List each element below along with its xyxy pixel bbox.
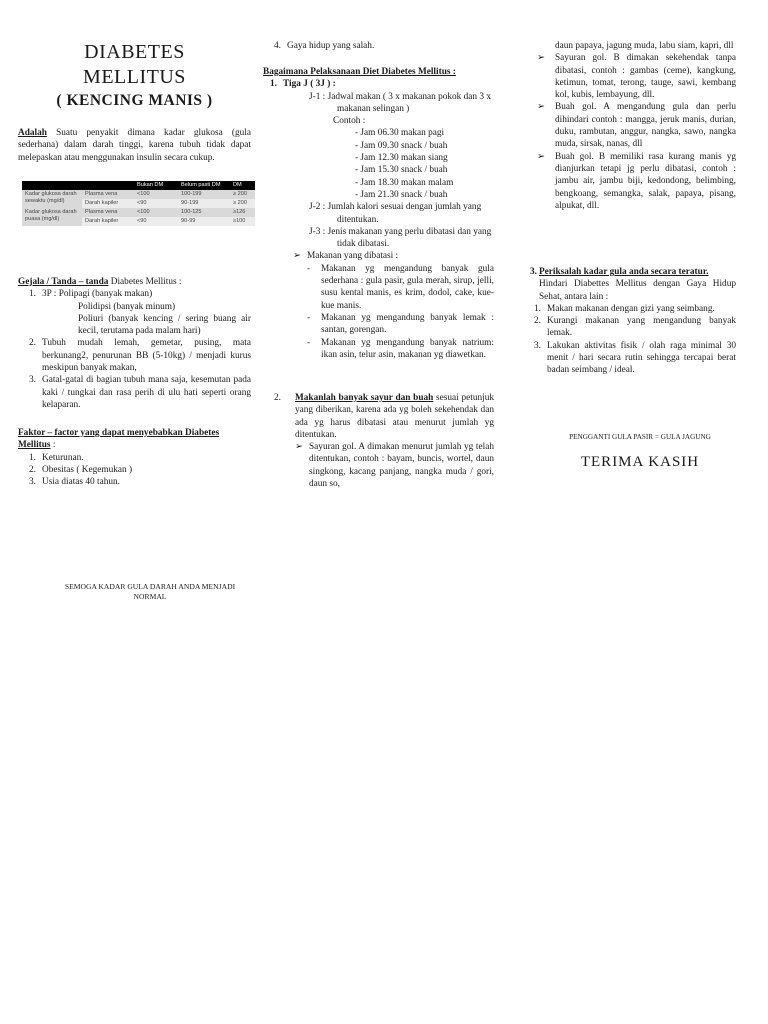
table-cell: Darah kapiler	[82, 217, 134, 226]
table-cell: Plasma vena	[82, 190, 134, 199]
j2-text: J-2 : Jumlah kalori sesuai dengan jumlah yang ditentukan.	[309, 202, 482, 225]
table-header-cell	[22, 181, 82, 190]
list-number: 1.	[29, 452, 36, 463]
list-item	[18, 464, 251, 476]
table-cell: ≥ 200	[230, 199, 255, 208]
restricted-food-label: Makanan yang dibatasi :	[307, 251, 399, 262]
arrow-bullet-icon: ➢	[293, 251, 301, 262]
step-2-rest: sesuai petunjuk yang diberikan, karena ada yg boleh sekehendak dan ada yg harus dibatasi atau menurut jumlah yg ditentukan.	[295, 393, 495, 440]
contoh-label: Contoh :	[333, 116, 366, 127]
table-cell: Kadar glukosa darah puasa (mg/dl)	[22, 208, 82, 226]
schedule-item: - Jam 06.30 makan pagi	[355, 128, 445, 139]
table-header-row	[22, 181, 255, 190]
list-text	[42, 288, 251, 337]
j1-item	[263, 91, 494, 251]
factors-term: Faktor – factor yang dapat menyebabkan Diabetes Mellitus	[18, 428, 220, 451]
table-cell: Darah kapiler	[82, 199, 134, 208]
thank-you: TERIMA KASIH	[580, 454, 700, 470]
list-text: Tubuh mudah lemah, gemetar, pusing, mata berkunang2, penurunan BB (5-10kg) / menjadi kurus meskipun banyak makan,	[42, 338, 251, 374]
definition-text: Suatu penyakit dimana kadar glukosa (gula sederhana) dalam darah tinggi, karena tubuh tidak dapat melepaskan atau menggunakan insulin secara cukup.	[18, 128, 251, 163]
fruit-b-text: Buah gol. B memiliki rasa kurang manis yg dianjurkan tetapi jg perlu dibatasi, contoh : jambu air, jambu biji, kedondong, belimbing, bengkoang, semangka, salak, papaya, pisang, alpukat, dll.	[555, 151, 736, 211]
symptoms-term: Gejala / Tanda – tanda	[18, 277, 109, 287]
list-text: Makan makanan dengan gizi yang seimbang.	[547, 303, 715, 314]
schedule-item: - Jam 09.30 snack / buah	[355, 140, 448, 151]
table-cell: Plasma vena	[82, 208, 134, 217]
vegetable-a-text: Sayuran gol. A dimakan menurut jumlah yg telah ditentukan, contoh : bayam, buncis, wortel, daun singkong, kacang panjang, nangka muda / gori, daun so,	[309, 442, 494, 490]
list-number: 3.	[29, 477, 36, 488]
list-item	[523, 315, 736, 340]
list-text: Usia diatas 40 tahun.	[42, 477, 120, 488]
step-3-title: Periksalah kadar gula anda secara teratur.	[539, 267, 709, 277]
schedule-item: - Jam 21.30 snack / buah	[355, 189, 448, 200]
list-number: 2.	[29, 464, 36, 475]
list-text: Makanan yg mengandung banyak lemak : santan, gorengan.	[321, 312, 494, 336]
dash-bullet: -	[307, 263, 311, 274]
table-cell: 100-199	[178, 190, 230, 199]
symptom-polidipsi: Polidipsi (banyak minum)	[78, 301, 176, 312]
list-text: Lakukan aktivitas fisik / olah raga minimal 30 menit / hari secara rutin sehingga tercapai berat badan seimbang / ideal.	[547, 340, 736, 376]
restricted-list	[263, 263, 494, 361]
list-text: Makanan yg mengandung banyak natrium: ikan asin, telur asin, makanan yg diawetkan.	[321, 337, 494, 360]
diet-step-1	[263, 78, 494, 90]
list-number: 3.	[530, 267, 537, 277]
list-text: Keturunan.	[42, 452, 84, 463]
list-text	[295, 392, 494, 441]
closing-message: SEMOGA KADAR GULA DARAH ANDA MENJADI NORMAL	[64, 582, 236, 601]
diet-step-3	[523, 266, 736, 377]
list-number: 1.	[29, 289, 36, 300]
title-line-1: DIABETES	[84, 41, 185, 63]
definition	[18, 127, 251, 164]
factors-section	[18, 427, 251, 488]
diet-column	[263, 40, 494, 52]
list-text: Kurangi makanan yang mengandung banyak lemak.	[547, 316, 736, 339]
arrow-bullet-icon: ➢	[537, 102, 545, 113]
list-number: 2.	[29, 338, 36, 349]
list-text: Obesitas ( Kegemukan )	[42, 464, 133, 475]
symptom-poliuri: Poliuri (banyak kencing / sering buang air kecil, terutama pada malam hari)	[78, 313, 251, 337]
table-cell: <90	[134, 199, 178, 208]
list-text: Makanan yg mengandung banyak gula sederhana : gula pasir, gula merah, sirup, jelli, susu kental manis, es krim, dodol, cake, kue-kue manis.	[321, 263, 494, 311]
title-line-2: MELLITUS	[83, 66, 186, 88]
vegetable-a-continued: daun papaya, jagung muda, labu siam, kapri, dll	[555, 41, 734, 51]
list-item	[18, 452, 251, 464]
vegetable-b	[523, 52, 736, 101]
glucose-table	[22, 181, 255, 226]
table-header-cell: Belum pasti DM	[178, 181, 230, 190]
definition-term: Adalah	[18, 128, 47, 138]
table-cell: Kadar glukosa darah sewaktu (mg/dl)	[22, 190, 82, 208]
table-row	[22, 190, 255, 199]
list-item	[307, 312, 494, 337]
table-header-cell: DM	[230, 181, 255, 190]
restricted-food	[263, 250, 494, 262]
diet-step-2	[263, 392, 494, 490]
fruit-a-text: Buah gol. A mengandung gula dan perlu dihindari contoh : mangga, jeruk manis, durian, duku, rambutan, anggur, nangka, sawo, nangka muda, sirsak, nanas, dll	[555, 102, 736, 150]
list-item	[18, 374, 251, 411]
dash-bullet: -	[307, 312, 311, 323]
list-number: 3.	[534, 340, 541, 351]
fruit-b	[523, 151, 736, 212]
list-number: 3.	[29, 375, 36, 386]
schedule-item: - Jam 15.30 snack / buah	[355, 165, 448, 176]
schedule-item: - Jam 18.30 makan malam	[355, 177, 454, 188]
table-header-cell: Bukan DM	[134, 181, 178, 190]
symptom-3p: 3P : Polipagi (banyak makan)	[42, 289, 153, 300]
list-item	[523, 340, 736, 377]
list-item	[18, 476, 251, 488]
vegetable-a	[263, 441, 494, 490]
table-cell: <100	[134, 208, 178, 217]
list-number: 2.	[534, 316, 541, 327]
table-cell: <100	[134, 190, 178, 199]
list-text: Gaya hidup yang salah.	[287, 41, 375, 51]
list-item	[263, 392, 494, 441]
diet-section	[263, 66, 494, 361]
schedule-item: - Jam 12.30 makan siang	[355, 153, 448, 164]
list-item	[523, 266, 736, 278]
factors-heading-rest: :	[50, 440, 56, 451]
j1-text: J-1 : Jadwal makan ( 3 x makanan pokok dan 3 x makanan selingan )	[309, 91, 492, 114]
list-number: 1.	[270, 79, 277, 90]
table-cell: 100-125	[178, 208, 230, 217]
table-cell: <90	[134, 217, 178, 226]
list-item	[18, 288, 251, 337]
table-row	[22, 208, 255, 217]
diet-step-1-title: Tiga J ( 3J ) :	[283, 79, 336, 90]
arrow-bullet-icon: ➢	[295, 442, 303, 453]
sugar-substitute-note: PENGGANTI GULA PASIR = GULA JAGUNG	[569, 433, 711, 441]
food-groups	[523, 40, 736, 212]
list-number: 4.	[274, 41, 281, 51]
list-item	[307, 263, 494, 312]
list-number: 2.	[274, 393, 281, 403]
vegetable-b-text: Sayuran gol. B dimakan sekehendak tanpa dibatasi, contoh : gambas (ceme), kangkung, ketimun, tomat, terong, tauge, sawi, kembang kol, kubis, lembayung, dll.	[555, 53, 736, 101]
list-text: Gatal-gatal di bagian tubuh mana saja, kesemutan pada kaki / tungkai dan rasa perih di ulu hati seperti orang kelaparan.	[42, 375, 251, 410]
symptoms-heading	[18, 276, 251, 288]
table-cell: ≥ 200	[230, 190, 255, 199]
table-header-cell	[82, 181, 134, 190]
step-2-term: Makanlah banyak sayur dan buah	[295, 393, 434, 403]
table-cell: ≥126	[230, 208, 255, 217]
list-item	[263, 40, 494, 52]
symptoms-heading-rest: Diabetes Mellitus :	[108, 277, 182, 287]
glucose-table-wrap	[22, 181, 255, 226]
diet-heading: Bagaimana Pelaksanaan Diet Diabetes Mellitus :	[263, 67, 456, 77]
table-cell: ≥100	[230, 217, 255, 226]
subtitle: ( KENCING MANIS )	[56, 92, 213, 109]
fruit-a	[523, 101, 736, 150]
arrow-bullet-icon: ➢	[537, 53, 545, 64]
list-item	[18, 337, 251, 374]
list-item	[307, 337, 494, 362]
arrow-bullet-icon: ➢	[537, 151, 545, 162]
list-number: 1.	[534, 303, 541, 314]
symptoms-section	[18, 276, 251, 411]
dash-bullet: -	[307, 337, 311, 348]
j3-text: J-3 : Jenis makanan yang perlu dibatasi dan yang tidak dibatasi.	[309, 226, 492, 250]
healthy-lifestyle-intro: Hindari Diabettes Mellitus dengan Gaya Hidup Sehat, antara lain :	[539, 279, 736, 302]
factors-heading	[18, 427, 251, 452]
table-cell: 90-199	[178, 199, 230, 208]
table-cell: 90-99	[178, 217, 230, 226]
schedule-list	[309, 127, 494, 201]
list-item	[523, 303, 736, 315]
